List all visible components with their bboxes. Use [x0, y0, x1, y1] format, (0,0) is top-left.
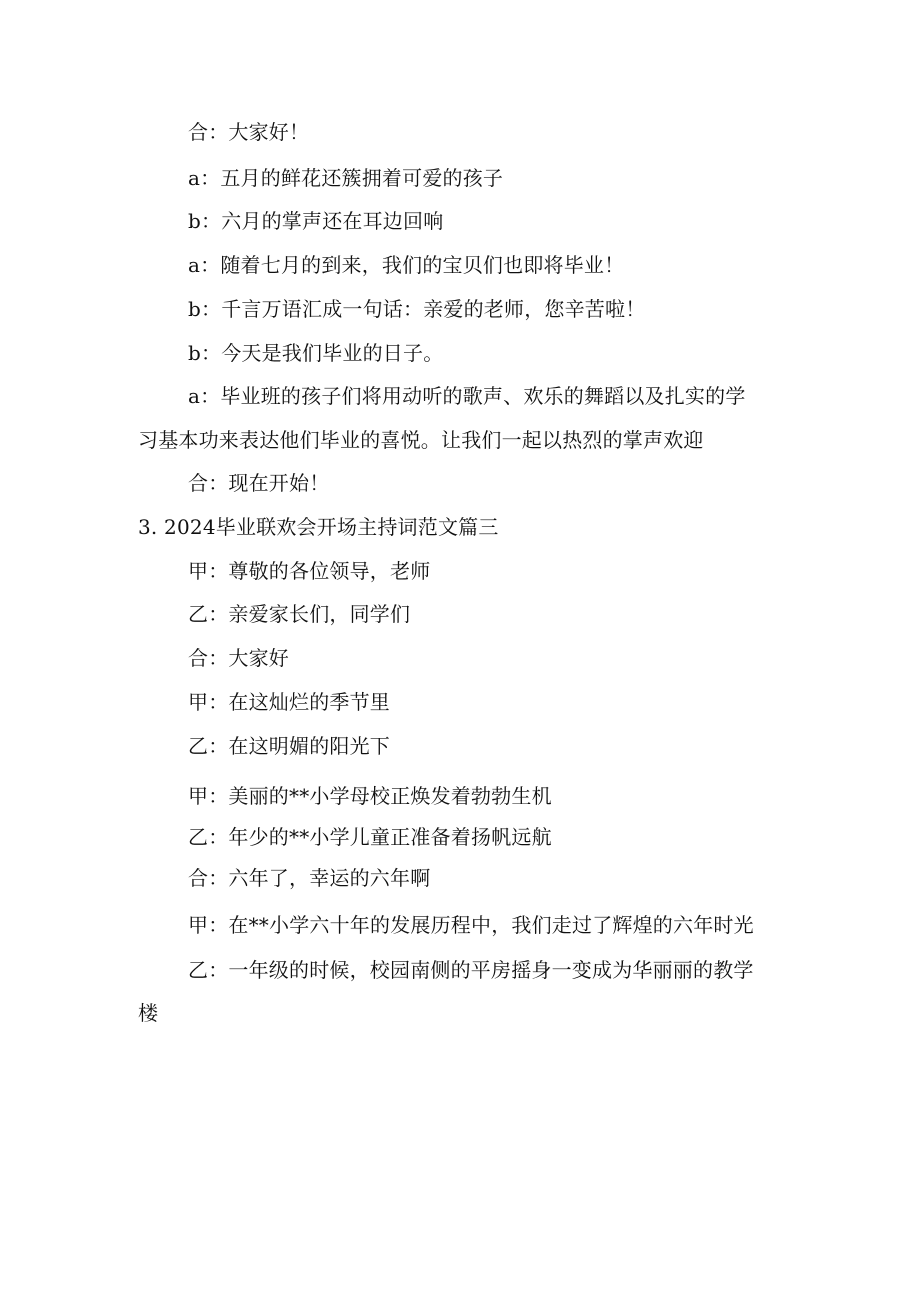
script-line: 合：现在开始！: [188, 471, 330, 495]
section-heading: 3. 2024毕业联欢会开场主持词范文篇三: [138, 515, 499, 539]
script-line: a：毕业班的孩子们将用动听的歌声、欢乐的舞蹈以及扎实的学: [188, 384, 746, 408]
script-line: 乙：年少的**小学儿童正准备着扬帆远航: [188, 825, 552, 849]
script-line: b：今天是我们毕业的日子。: [188, 341, 444, 365]
script-line: 甲：美丽的**小学母校正焕发着勃勃生机: [188, 784, 552, 808]
script-line-continuation: 习基本功来表达他们毕业的喜悦。让我们一起以热烈的掌声欢迎: [138, 428, 704, 452]
script-line: a：随着七月的到来，我们的宝贝们也即将毕业！: [188, 253, 625, 277]
script-line-continuation: 楼: [138, 1001, 159, 1025]
script-line: b：千言万语汇成一句话：亲爱的老师，您辛苦啦！: [188, 297, 646, 321]
script-line: 甲：在**小学六十年的发展历程中，我们走过了辉煌的六年时光: [188, 913, 754, 937]
script-line: 乙：一年级的时候，校园南侧的平房摇身一变成为华丽丽的教学: [188, 958, 754, 982]
script-line: a：五月的鲜花还簇拥着可爱的孩子: [188, 166, 504, 190]
script-line: 甲：在这灿烂的季节里: [188, 690, 390, 714]
script-line: 合：大家好！: [188, 120, 310, 144]
script-line: b：六月的掌声还在耳边回响: [188, 209, 444, 233]
script-line: 乙：在这明媚的阳光下: [188, 734, 390, 758]
script-line: 甲：尊敬的各位领导，老师: [188, 559, 431, 583]
script-line: 合：大家好: [188, 646, 289, 670]
script-line: 合：六年了，幸运的六年啊: [188, 866, 431, 890]
script-line: 乙：亲爱家长们，同学们: [188, 602, 411, 626]
